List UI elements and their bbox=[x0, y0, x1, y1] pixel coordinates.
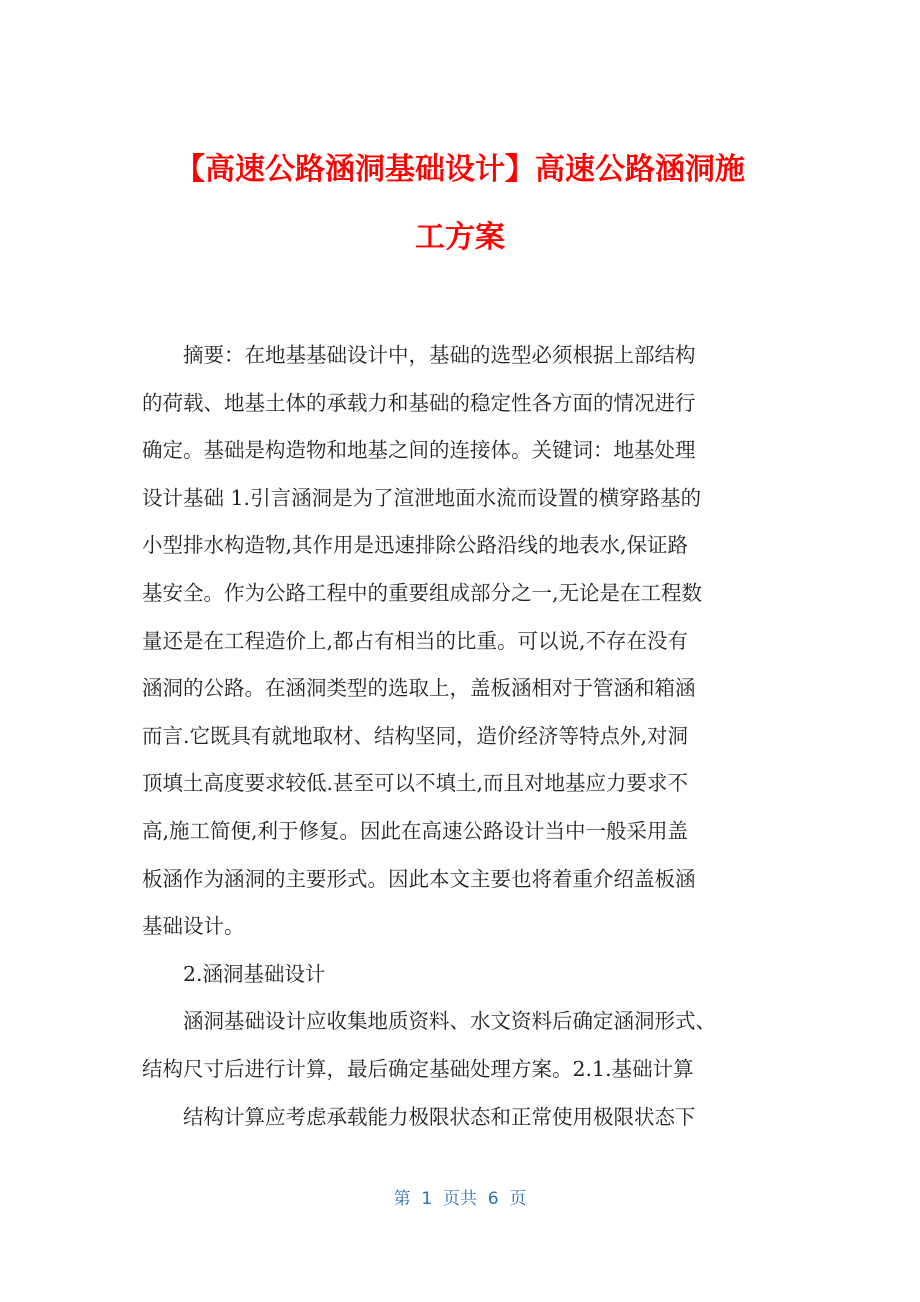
text-line: 基础设计。 bbox=[142, 914, 245, 939]
text-line: 顶填土高度要求较低.甚至可以不填土,而且对地基应力要求不 bbox=[142, 771, 689, 796]
text-line: 小型排水构造物,其作用是迅速排除公路沿线的地表水,保证路 bbox=[142, 533, 689, 558]
abstract-paragraph bbox=[142, 332, 778, 951]
text-line: 量还是在工程造价上,都占有相当的比重。可以说,不存在没有 bbox=[142, 628, 689, 653]
document-title bbox=[0, 136, 920, 272]
text-line: 基安全。作为公路工程中的重要组成部分之一,无论是在工程数 bbox=[142, 580, 703, 605]
page-footer: 第 1 页共 6 页 bbox=[393, 1189, 527, 1209]
text-line: 涵洞的公路。在涵洞类型的选取上，盖板涵相对于管涵和箱涵 bbox=[142, 676, 696, 701]
text-line: 确定。基础是构造物和地基之间的连接体。关键词：地基处理 bbox=[142, 438, 696, 463]
text-line: 设计基础 1.引言涵洞是为了渲泄地面水流而设置的横穿路基的 bbox=[142, 485, 702, 510]
document-body bbox=[142, 332, 778, 1141]
text-line: 结构尺寸后进行计算，最后确定基础处理方案。2.1.基础计算 bbox=[142, 1056, 694, 1081]
text-line: 涵洞基础设计应收集地质资料、水文资料后确定涵洞形式、 bbox=[183, 1009, 716, 1034]
text-line: 的荷载、地基土体的承载力和基础的稳定性各方面的情况进行 bbox=[142, 390, 696, 415]
text-line: 2.涵洞基础设计 bbox=[183, 961, 326, 986]
text-line: 而言.它既具有就地取材、结构坚同，造价经济等特点外,对洞 bbox=[142, 723, 689, 748]
text-line: 高,施工简便,利于修复。因此在高速公路设计当中一般采用盖 bbox=[142, 818, 689, 843]
section-paragraph bbox=[142, 1094, 778, 1142]
text-line: 板涵作为涵洞的主要形式。因此本文主要也将着重介绍盖板涵 bbox=[142, 866, 696, 891]
section-heading bbox=[142, 951, 778, 999]
title-line-1: 【高速公路涵洞基础设计】高速公路涵洞施 bbox=[175, 152, 745, 187]
section-paragraph bbox=[142, 998, 778, 1093]
text-line: 摘要：在地基基础设计中，基础的选型必须根据上部结构 bbox=[183, 343, 696, 367]
title-line-2: 工方案 bbox=[415, 220, 505, 255]
text-line: 结构计算应考虑承载能力极限状态和正常使用极限状态下 bbox=[183, 1104, 696, 1129]
